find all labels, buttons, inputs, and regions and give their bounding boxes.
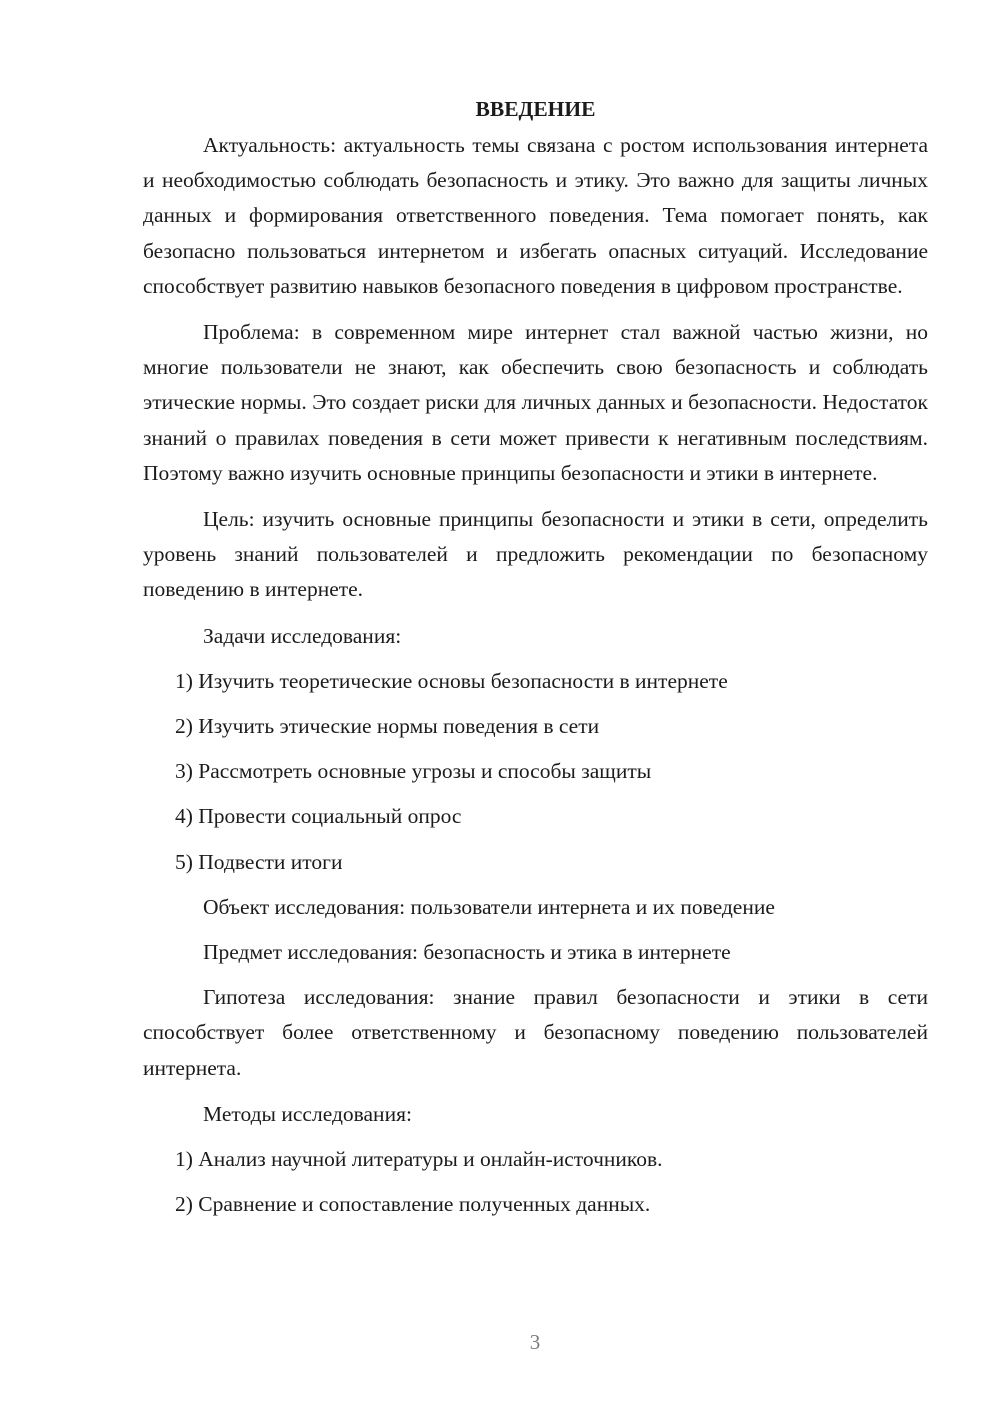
problem-paragraph: Проблема: в современном мире интернет стал важной частью жизни, но многие пользователи не знают, как обеспечить свою безопасность и соблюдать этические нормы. Это создает риски для личных данных и безопасности. Недостаток знаний о правилах поведения в сети может привести к негативным последствиям. Поэтому важно изучить основные принципы безопасности и этики в интернете. (143, 320, 928, 485)
task-item: 1) Изучить теоретические основы безопасности в интернете (175, 668, 728, 693)
task-item: 5) Подвести итоги (175, 849, 343, 874)
goal-paragraph: Цель: изучить основные принципы безопасности и этики в сети, определить уровень знаний пользователей и предложить рекомендации по безопасному поведению в интернете. (143, 507, 928, 602)
methods-heading: Методы исследования: (203, 1101, 412, 1126)
page-title: ВВЕДЕНИЕ (475, 97, 596, 121)
document-page (143, 92, 928, 1232)
relevance-paragraph: Актуальность: актуальность темы связана с ростом использования интернета и необходимостью соблюдать безопасность и этику. Это важно для защиты личных данных и формирования ответственного поведения. Тема помогает понять, как безопасно пользоваться интернетом и избегать опасных ситуаций. Исследование способствует развитию навыков безопасного поведения в цифровом пространстве. (143, 133, 928, 298)
task-item: 3) Рассмотреть основные угрозы и способы защиты (175, 759, 652, 784)
object-line: Объект исследования: пользователи интернета и их поведение (203, 894, 775, 919)
hypothesis-paragraph: Гипотеза исследования: знание правил безопасности и этики в сети способствует более ответственному и безопасному поведению пользователей интернета. (143, 985, 928, 1080)
task-item: 2) Изучить этические нормы поведения в сети (175, 714, 600, 739)
subject-line: Предмет исследования: безопасность и этика в интернете (203, 940, 731, 965)
method-item: 2) Сравнение и сопоставление полученных данных. (175, 1192, 651, 1217)
page-number: 3 (529, 1330, 541, 1354)
tasks-heading: Задачи исследования: (203, 623, 402, 648)
task-item: 4) Провести социальный опрос (175, 804, 462, 829)
method-item: 1) Анализ научной литературы и онлайн-источников. (175, 1147, 663, 1172)
